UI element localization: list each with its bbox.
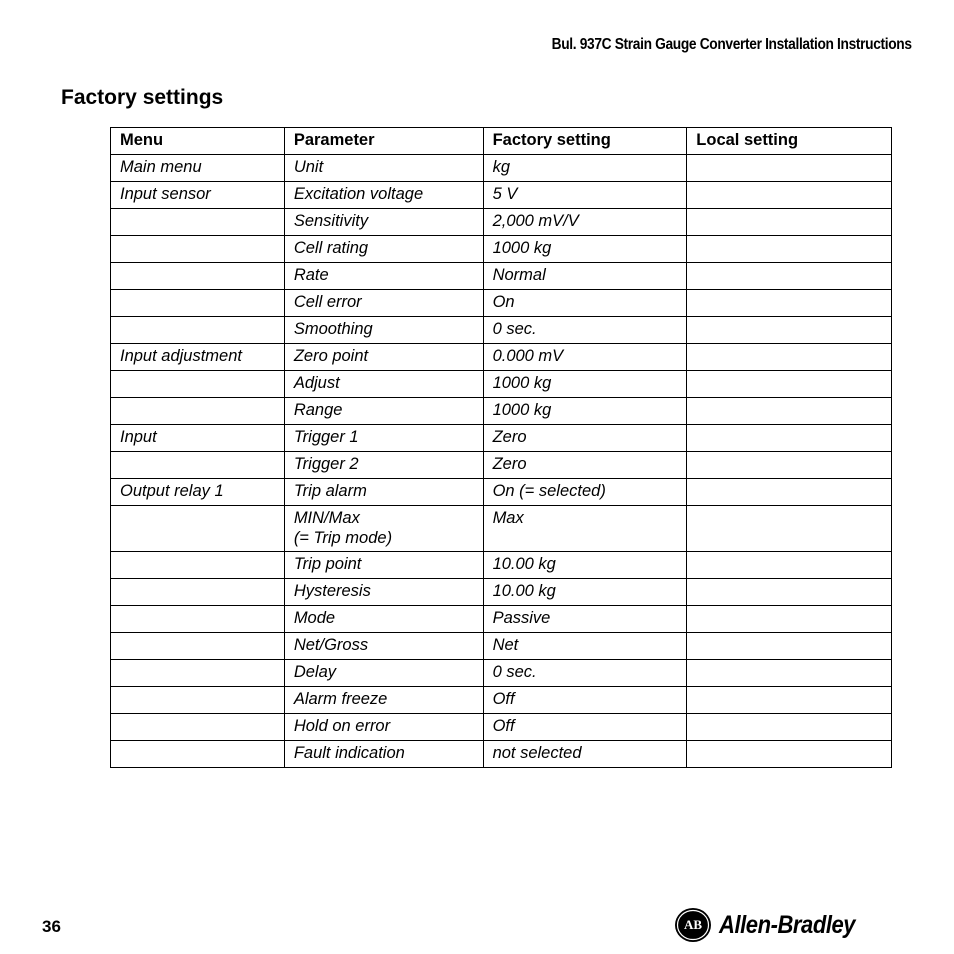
parameter-cell: Net/Gross	[284, 633, 483, 660]
factory-setting-cell: 5 V	[483, 182, 687, 209]
parameter-cell: Delay	[284, 660, 483, 687]
menu-cell	[111, 371, 285, 398]
parameter-cell: Range	[284, 398, 483, 425]
local-setting-cell	[687, 452, 892, 479]
menu-cell	[111, 660, 285, 687]
parameter-cell: Trip alarm	[284, 479, 483, 506]
table-row	[111, 633, 892, 660]
parameter-cell: MIN/Max (= Trip mode)	[284, 506, 483, 552]
factory-setting-cell: not selected	[483, 741, 687, 768]
menu-cell	[111, 398, 285, 425]
menu-cell	[111, 552, 285, 579]
local-setting-cell	[687, 425, 892, 452]
allen-bradley-ab-logo-icon	[674, 906, 712, 944]
section-heading: Factory settings	[61, 86, 224, 109]
local-setting-cell	[687, 479, 892, 506]
factory-setting-cell: 10.00 kg	[483, 552, 687, 579]
menu-cell	[111, 236, 285, 263]
table-row	[111, 479, 892, 506]
brand-name: Allen-Bradley	[719, 910, 856, 939]
parameter-cell: Hysteresis	[284, 579, 483, 606]
factory-setting-cell: Passive	[483, 606, 687, 633]
local-setting-cell	[687, 714, 892, 741]
table-row	[111, 425, 892, 452]
local-setting-cell	[687, 552, 892, 579]
table-row	[111, 290, 892, 317]
parameter-cell: Smoothing	[284, 317, 483, 344]
page-number: 36	[42, 917, 61, 936]
menu-cell: Main menu	[111, 155, 285, 182]
menu-cell	[111, 263, 285, 290]
parameter-cell: Rate	[284, 263, 483, 290]
parameter-cell: Fault indication	[284, 741, 483, 768]
table-row	[111, 344, 892, 371]
factory-setting-cell: Net	[483, 633, 687, 660]
table-row	[111, 579, 892, 606]
factory-setting-cell: 1000 kg	[483, 398, 687, 425]
table-row	[111, 741, 892, 768]
table-row	[111, 398, 892, 425]
menu-cell: Input adjustment	[111, 344, 285, 371]
factory-setting-cell: 2,000 mV/V	[483, 209, 687, 236]
parameter-cell: Alarm freeze	[284, 687, 483, 714]
local-setting-cell	[687, 236, 892, 263]
column-header-parameter: Parameter	[284, 128, 483, 155]
brand-logo	[674, 906, 874, 944]
local-setting-cell	[687, 660, 892, 687]
local-setting-cell	[687, 344, 892, 371]
local-setting-cell	[687, 182, 892, 209]
table-row	[111, 182, 892, 209]
factory-settings-table	[110, 127, 892, 768]
factory-setting-cell: 0 sec.	[483, 660, 687, 687]
factory-setting-cell: Zero	[483, 425, 687, 452]
factory-setting-cell: On	[483, 290, 687, 317]
menu-cell	[111, 633, 285, 660]
factory-setting-cell: Max	[483, 506, 687, 552]
factory-setting-cell: 1000 kg	[483, 371, 687, 398]
table-row	[111, 155, 892, 182]
factory-setting-cell: 0 sec.	[483, 317, 687, 344]
menu-cell	[111, 209, 285, 236]
parameter-cell: Excitation voltage	[284, 182, 483, 209]
table-row	[111, 687, 892, 714]
parameter-cell: Hold on error	[284, 714, 483, 741]
factory-setting-cell: On (= selected)	[483, 479, 687, 506]
parameter-cell: Cell rating	[284, 236, 483, 263]
parameter-cell: Unit	[284, 155, 483, 182]
table-row	[111, 660, 892, 687]
parameter-cell: Sensitivity	[284, 209, 483, 236]
local-setting-cell	[687, 687, 892, 714]
local-setting-cell	[687, 290, 892, 317]
factory-setting-cell: 0.000 mV	[483, 344, 687, 371]
local-setting-cell	[687, 263, 892, 290]
menu-cell	[111, 687, 285, 714]
parameter-cell: Trigger 2	[284, 452, 483, 479]
local-setting-cell	[687, 317, 892, 344]
factory-setting-cell: 10.00 kg	[483, 579, 687, 606]
factory-setting-cell: kg	[483, 155, 687, 182]
menu-cell: Input sensor	[111, 182, 285, 209]
factory-setting-cell: Off	[483, 687, 687, 714]
table-row	[111, 236, 892, 263]
table-row	[111, 606, 892, 633]
factory-setting-cell: 1000 kg	[483, 236, 687, 263]
menu-cell	[111, 506, 285, 552]
table-row	[111, 552, 892, 579]
menu-cell: Input	[111, 425, 285, 452]
local-setting-cell	[687, 579, 892, 606]
menu-cell	[111, 452, 285, 479]
parameter-cell: Cell error	[284, 290, 483, 317]
menu-cell	[111, 579, 285, 606]
local-setting-cell	[687, 398, 892, 425]
table-row	[111, 209, 892, 236]
column-header-factory-setting: Factory setting	[483, 128, 687, 155]
local-setting-cell	[687, 155, 892, 182]
parameter-cell: Mode	[284, 606, 483, 633]
column-header-local-setting: Local setting	[687, 128, 892, 155]
factory-setting-cell: Zero	[483, 452, 687, 479]
table-row	[111, 452, 892, 479]
parameter-cell: Adjust	[284, 371, 483, 398]
menu-cell: Output relay 1	[111, 479, 285, 506]
table-row	[111, 371, 892, 398]
local-setting-cell	[687, 209, 892, 236]
factory-setting-cell: Off	[483, 714, 687, 741]
parameter-cell: Zero point	[284, 344, 483, 371]
local-setting-cell	[687, 741, 892, 768]
menu-cell	[111, 606, 285, 633]
local-setting-cell	[687, 506, 892, 552]
factory-setting-cell: Normal	[483, 263, 687, 290]
parameter-cell: Trigger 1	[284, 425, 483, 452]
menu-cell	[111, 741, 285, 768]
menu-cell	[111, 317, 285, 344]
local-setting-cell	[687, 606, 892, 633]
table-body	[111, 155, 892, 768]
table-row	[111, 506, 892, 552]
menu-cell	[111, 714, 285, 741]
local-setting-cell	[687, 371, 892, 398]
table-row	[111, 714, 892, 741]
table-row	[111, 317, 892, 344]
menu-cell	[111, 290, 285, 317]
parameter-cell: Trip point	[284, 552, 483, 579]
table-header-row	[111, 128, 892, 155]
table-row	[111, 263, 892, 290]
column-header-menu: Menu	[111, 128, 285, 155]
document-header-title: Bul. 937C Strain Gauge Converter Installation Instructions	[551, 36, 912, 53]
local-setting-cell	[687, 633, 892, 660]
logo-text: AB	[683, 917, 703, 932]
